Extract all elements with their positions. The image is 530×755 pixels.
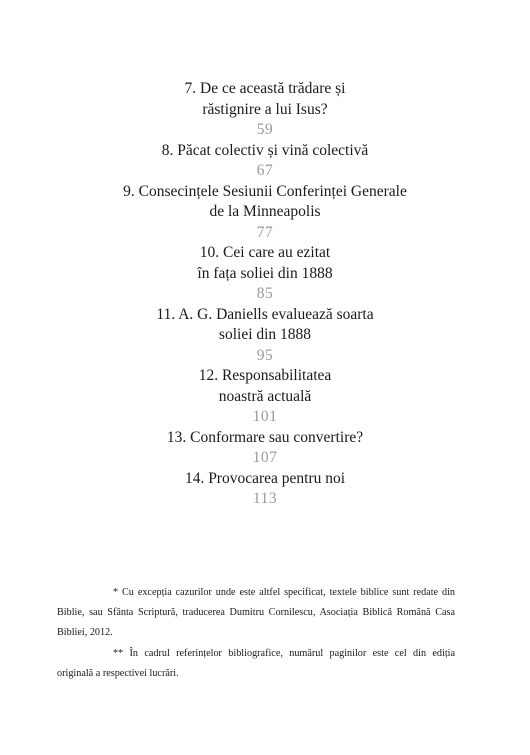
- footnote: * Cu excepția cazurilor unde este altfel specificat, textele biblice sunt redate din Biblie, sau Sfânta Scriptură, traducerea Dumitru Cornilescu, Asociația Biblică Română Casa Bibliei, 2012.: [57, 587, 455, 639]
- toc-entry-title: noastră actuală: [218, 387, 312, 405]
- toc-entry-page-number: 107: [252, 449, 278, 466]
- toc-entry-title: 14. Provocarea pentru noi: [184, 469, 346, 487]
- toc-entry[interactable]: [0, 428, 530, 469]
- toc-entry[interactable]: [0, 366, 530, 428]
- table-of-contents: [0, 79, 530, 510]
- toc-entry-title: soliei din 1888: [218, 326, 312, 343]
- toc-entry[interactable]: [0, 469, 530, 510]
- toc-entry[interactable]: [0, 141, 530, 182]
- toc-entry[interactable]: [0, 243, 530, 305]
- toc-entry-page-number: 101: [252, 408, 278, 425]
- toc-entry-page-number: 59: [256, 121, 274, 138]
- toc-entry-page-number: 95: [256, 346, 274, 364]
- toc-entry[interactable]: [0, 182, 530, 244]
- toc-entry[interactable]: [0, 79, 530, 141]
- toc-entry-title: de la Minneapolis: [209, 203, 321, 220]
- toc-entry-title: în fața soliei din 1888: [197, 264, 333, 282]
- toc-entry-page-number: 67: [256, 162, 274, 179]
- toc-entry-title: răstignire a lui Isus?: [202, 100, 328, 118]
- footnotes: [57, 583, 455, 684]
- toc-entry-page-number: 77: [256, 223, 274, 241]
- toc-entry-page-number: 85: [256, 285, 274, 302]
- toc-entry-title: 13. Conformare sau convertire?: [166, 428, 364, 446]
- toc-entry-title: 10. Cei care au ezitat: [199, 244, 331, 261]
- toc-entry-title: 7. De ce această trădare și: [184, 80, 346, 97]
- toc-entry-title: 9. Consecințele Sesiunii Conferinței Generale: [123, 182, 407, 200]
- toc-entry-title: 12. Responsabilitatea: [198, 367, 332, 384]
- toc-entry-title: 8. Păcat colectiv și vină colectivă: [161, 141, 369, 159]
- toc-entry-title: 11. A. G. Daniells evaluează soarta: [156, 305, 374, 323]
- footnote: ** În cadrul referințelor bibliografice, numărul paginilor este cel din ediția originală a respectivei lucrări.: [57, 647, 455, 679]
- toc-entry-page-number: 113: [252, 490, 278, 507]
- toc-entry[interactable]: [0, 305, 530, 367]
